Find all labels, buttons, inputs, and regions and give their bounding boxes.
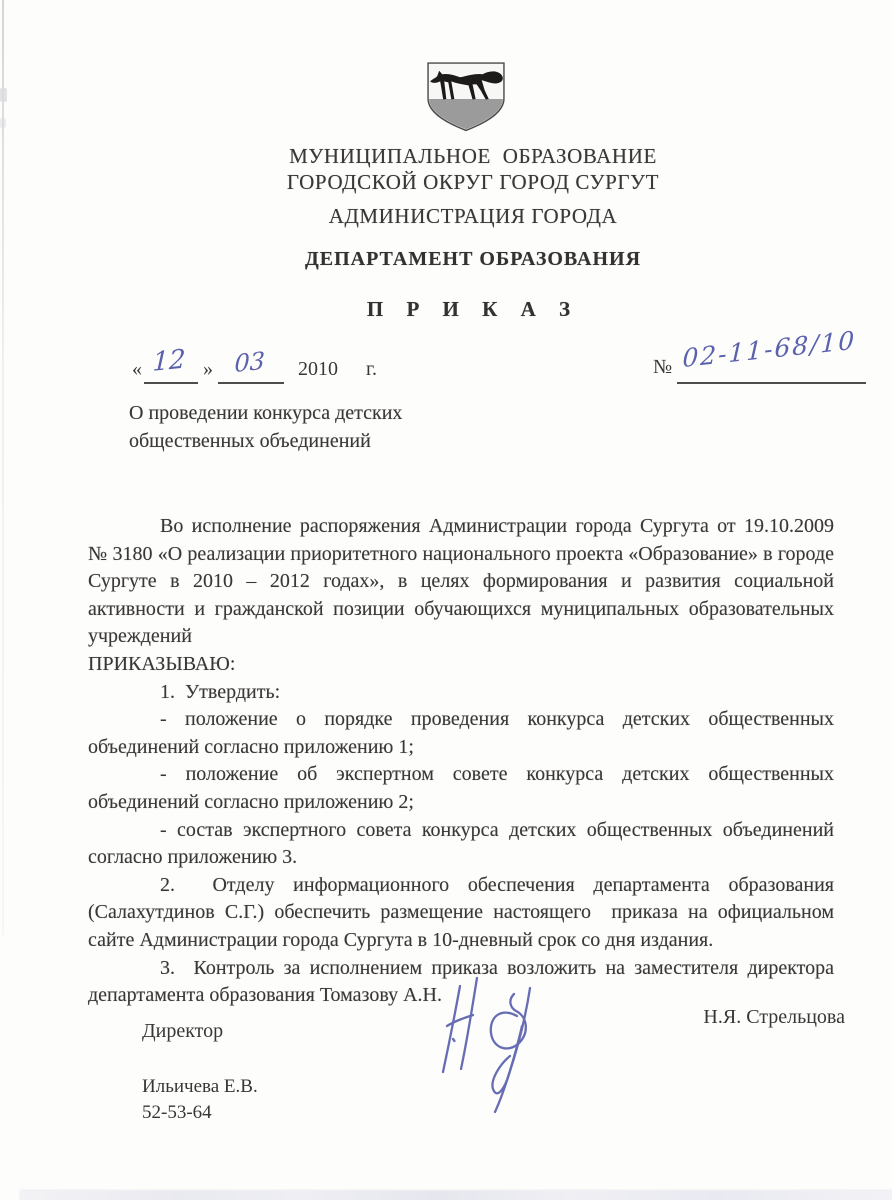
item-3: 3. Контроль за исполнением приказа возложить на заместителя директора департамента образования Томазову А.Н. bbox=[88, 956, 834, 1007]
handwritten-day: 12 bbox=[152, 344, 186, 378]
year-suffix: г. bbox=[366, 358, 377, 380]
signer-name: Н.Я. Стрельцова bbox=[703, 1006, 845, 1028]
item-1: 1. Утвердить: bbox=[160, 680, 281, 703]
executor-name: Ильичева Е.В. bbox=[142, 1076, 258, 1097]
executor-phone: 52-53-64 bbox=[142, 1102, 212, 1123]
surgut-coat-of-arms-icon bbox=[424, 60, 508, 133]
department-line: ДЕПАРТАМЕНТ ОБРАЗОВАНИЯ bbox=[304, 248, 642, 270]
date-open-quote: « bbox=[132, 358, 142, 380]
scan-smudge bbox=[0, 88, 7, 102]
subject-line2: общественных объединений bbox=[129, 430, 371, 452]
order-body bbox=[88, 513, 834, 1010]
handwritten-month: 03 bbox=[234, 346, 266, 378]
day-underline bbox=[144, 382, 198, 384]
prikaz-keyword: ПРИКАЗЫВАЮ: bbox=[88, 652, 236, 675]
executor-block bbox=[142, 1074, 258, 1126]
document-type-title: П Р И К А З bbox=[366, 297, 580, 321]
year-text: 2010 bbox=[298, 358, 338, 380]
signer-position: Директор bbox=[142, 1020, 224, 1042]
date-close-quote: » bbox=[203, 358, 213, 380]
administration-line: АДМИНИСТРАЦИЯ ГОРОДА bbox=[328, 204, 618, 228]
handwritten-signature bbox=[398, 972, 588, 1122]
number-underline bbox=[677, 382, 866, 384]
item-1a: - положение о порядке проведения конкурса детских общественных объединений согласно приложению 1; bbox=[88, 708, 834, 758]
subject-line1: О проведении конкурса детских bbox=[129, 402, 403, 424]
org-name-line2: ГОРОДСКОЙ ОКРУГ ГОРОД СУРГУТ bbox=[286, 170, 660, 194]
item-2: 2. Отделу информационного обеспечения департамента образования (Салахутдинов С.Г.) обеспечить размещение настоящего приказа на официальном сайте Администрации города Сургута в 10-дневный срок со дня издания. bbox=[88, 873, 834, 951]
org-name-line1: МУНИЦИПАЛЬНОЕ ОБРАЗОВАНИЕ bbox=[289, 144, 657, 168]
handwritten-order-number: 02-11-68/10 bbox=[682, 325, 857, 373]
month-underline bbox=[218, 382, 284, 384]
scan-edge-artifact bbox=[2, 0, 4, 935]
preamble-paragraph: Во исполнение распоряжения Администрации города Сургута от 19.10.2009 № 3180 «О реализации приоритетного национального проекта «Образование» в городе Сургуте в 2010 – 2012 годах», в целях формирования и развития социальной активности и гражданской позиции обучающихся муниципальных образовательных учреждений bbox=[88, 515, 834, 648]
scan-bottom-artifact bbox=[20, 1191, 892, 1200]
number-sign: № bbox=[653, 356, 673, 378]
order-subject bbox=[129, 399, 402, 455]
scan-smudge bbox=[0, 118, 6, 128]
item-1b: - положение об экспертном совете конкурса детских общественных объединений согласно приложению 2; bbox=[88, 763, 834, 813]
item-1c: - состав экспертного совета конкурса детских общественных объединений согласно приложению 3. bbox=[88, 818, 834, 869]
